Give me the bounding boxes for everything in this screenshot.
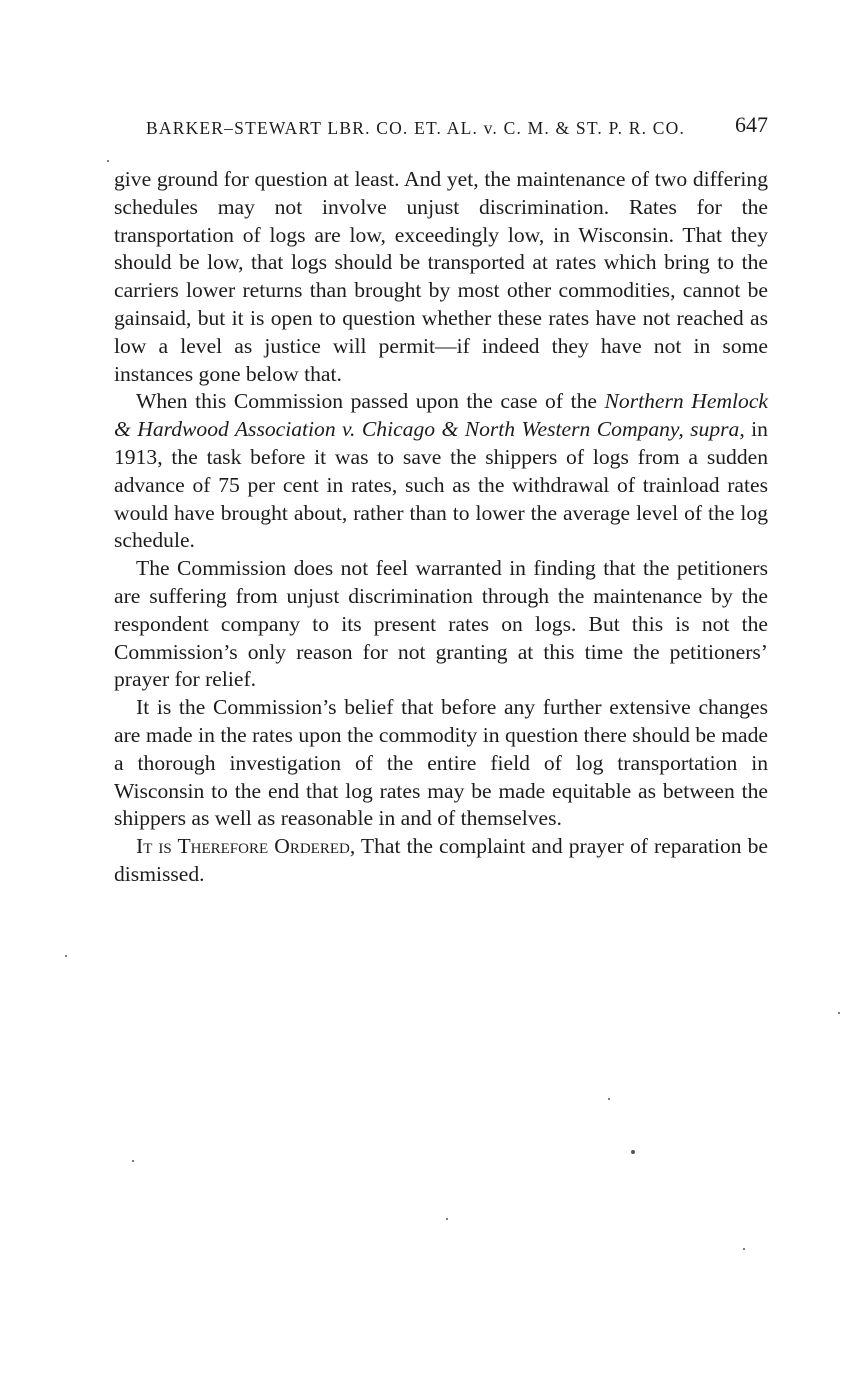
body-text — [114, 166, 768, 889]
order-lead: It is Therefore Ordered, — [136, 834, 356, 859]
page-header — [146, 112, 768, 142]
case-name: Northern Hemlock & Hardwood Association v. Chicago & North Western Company, supra, — [114, 389, 768, 442]
scan-speck — [608, 1098, 610, 1100]
page-number: 647 — [735, 112, 768, 137]
paragraph-5 — [114, 833, 768, 889]
paragraph-4: It is the Commission’s belief that before any further extensive changes are made in the rates upon the commodity in question there should be made a thorough investigation of the entire field of log transportation in Wisconsin to the end that log rates may be made equitable as between the shippers as well as reasonable in and of themselves. — [114, 695, 768, 831]
running-head: BARKER–STEWART LBR. CO. ET. AL. v. C. M. & ST. P. R. CO. — [146, 118, 686, 138]
scan-speck — [107, 160, 109, 162]
scan-speck — [838, 1012, 840, 1014]
scan-speck — [65, 955, 67, 957]
paragraph-2-lead: When this Commission passed upon the case of the — [136, 389, 605, 414]
scan-speck — [631, 1150, 635, 1154]
scan-speck — [743, 1248, 745, 1250]
order-text: That the complaint and prayer of reparation be dismissed. — [114, 834, 768, 886]
paragraph-3: The Commission does not feel warranted in finding that the petitioners are suffering from unjust discrimination through the maintenance by the respondent company to its present rates on logs. But this is not the Commission’s only reason for not granting at this time the petitioners’ prayer for relief. — [114, 556, 768, 692]
paragraph-1: give ground for question at least. And yet, the maintenance of two differing schedules may not involve unjust discrimination. Rates for the transportation of logs are low, exceedingly low, in Wisconsin. That they should be low, that logs should be transported at rates which bring to the carriers lower returns than brought by most other commodities, cannot be gainsaid, but it is open to question whether these rates have not reached as low a level as justice will permit—if indeed they have not in some instances gone below that. — [114, 167, 768, 386]
scan-speck — [132, 1160, 134, 1162]
paragraph-2 — [114, 388, 768, 555]
scan-speck — [446, 1218, 448, 1220]
paragraph-2-rest: in 1913, the task before it was to save the shippers of logs from a sudden advance of 75 per cent in rates, such as the withdrawal of trainload rates would have brought about, rather than to lower the average level of the log schedule. — [114, 417, 768, 553]
